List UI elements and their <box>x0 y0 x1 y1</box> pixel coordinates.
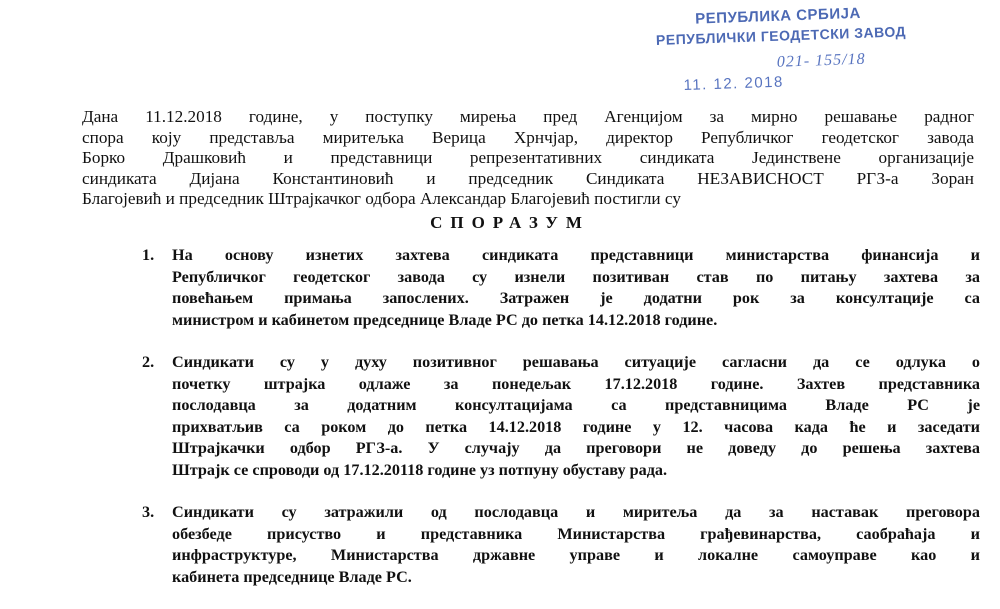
item-line: На основу изнетих захтева синдиката представници министарства финансија и <box>172 246 980 264</box>
item-line: министром и кабинетом председнице Владе РС до петка 14.12.2018 године. <box>172 310 718 329</box>
intro-line: Благојевић и председник Штрајкачког одбора Александар Благојевић постигли су <box>82 189 681 208</box>
item-number: 1. <box>142 246 155 264</box>
item-line: Штрајкачки одбор РГЗ-а. У случају да преговори не доведу до решења захтева <box>172 439 980 457</box>
item-line: повећањем примања запослених. Затражен је додатни рок за консултације са <box>172 289 980 307</box>
item-line: обезбеде присуство и представника Министарства грађевинарства, саобраћаја и <box>172 524 980 543</box>
intro-line: Дана 11.12.2018 године, у поступку мирења пред Агенцијом за мирно решавање радног <box>82 107 974 126</box>
item-line: кабинета председнице Владе РС. <box>172 567 412 586</box>
list-item <box>142 352 980 481</box>
stamp-date: 11. 12. 2018 <box>683 73 785 95</box>
stamp-registry-number: 021- 155/18 <box>776 50 866 71</box>
item-line: прихватљив са роком до петка 14.12.2018 године у 12. часова када ће и заседати <box>172 417 980 436</box>
item-number: 3. <box>142 503 155 521</box>
item-line: Штрајк се спроводи од 17.12.20118 године уз потпуну обуставу рада. <box>172 460 668 479</box>
stamp-country: РЕПУБЛИКА СРБИЈА <box>694 4 862 28</box>
item-line: послодавца за додатним консултацијама са представницима Владе РС је <box>172 396 980 414</box>
item-number: 2. <box>142 353 155 371</box>
registry-stamp <box>655 1 978 96</box>
intro-paragraph <box>82 107 974 210</box>
intro-line: Борко Драшковић и представници репрезентативних синдиката Јединствене организације <box>82 148 974 167</box>
agreement-items <box>142 245 980 609</box>
document-title: СПОРАЗУМ <box>430 213 590 232</box>
item-line: Синдикати су затражили од послодавца и миритеља да за наставак преговора <box>172 503 980 521</box>
item-line: Синдикати су у духу позитивног решавања ситуације сагласни да се одлука о <box>172 353 980 371</box>
stamp-institution: РЕПУБЛИЧКИ ГЕОДЕТСКИ ЗАВОД <box>655 23 907 48</box>
intro-line: спора коју представља миритељка Верица Хрнчјар, директор Републичког геодетског завода <box>82 127 974 147</box>
item-line: почетку штрајка одлаже за понедељак 17.12.2018 године. Захтев представника <box>172 374 980 393</box>
item-line: Републичког геодетског завода су изнели позитиван став по питању захтева за <box>172 267 980 286</box>
list-item <box>142 245 980 331</box>
list-item <box>142 502 980 588</box>
item-line: инфраструктуре, Министарства државне управе и локалне самоуправе као и <box>172 546 980 564</box>
intro-line: синдиката Дијана Константиновић и председник Синдиката НЕЗАВИСНОСТ РГЗ-а Зоран <box>82 168 974 188</box>
